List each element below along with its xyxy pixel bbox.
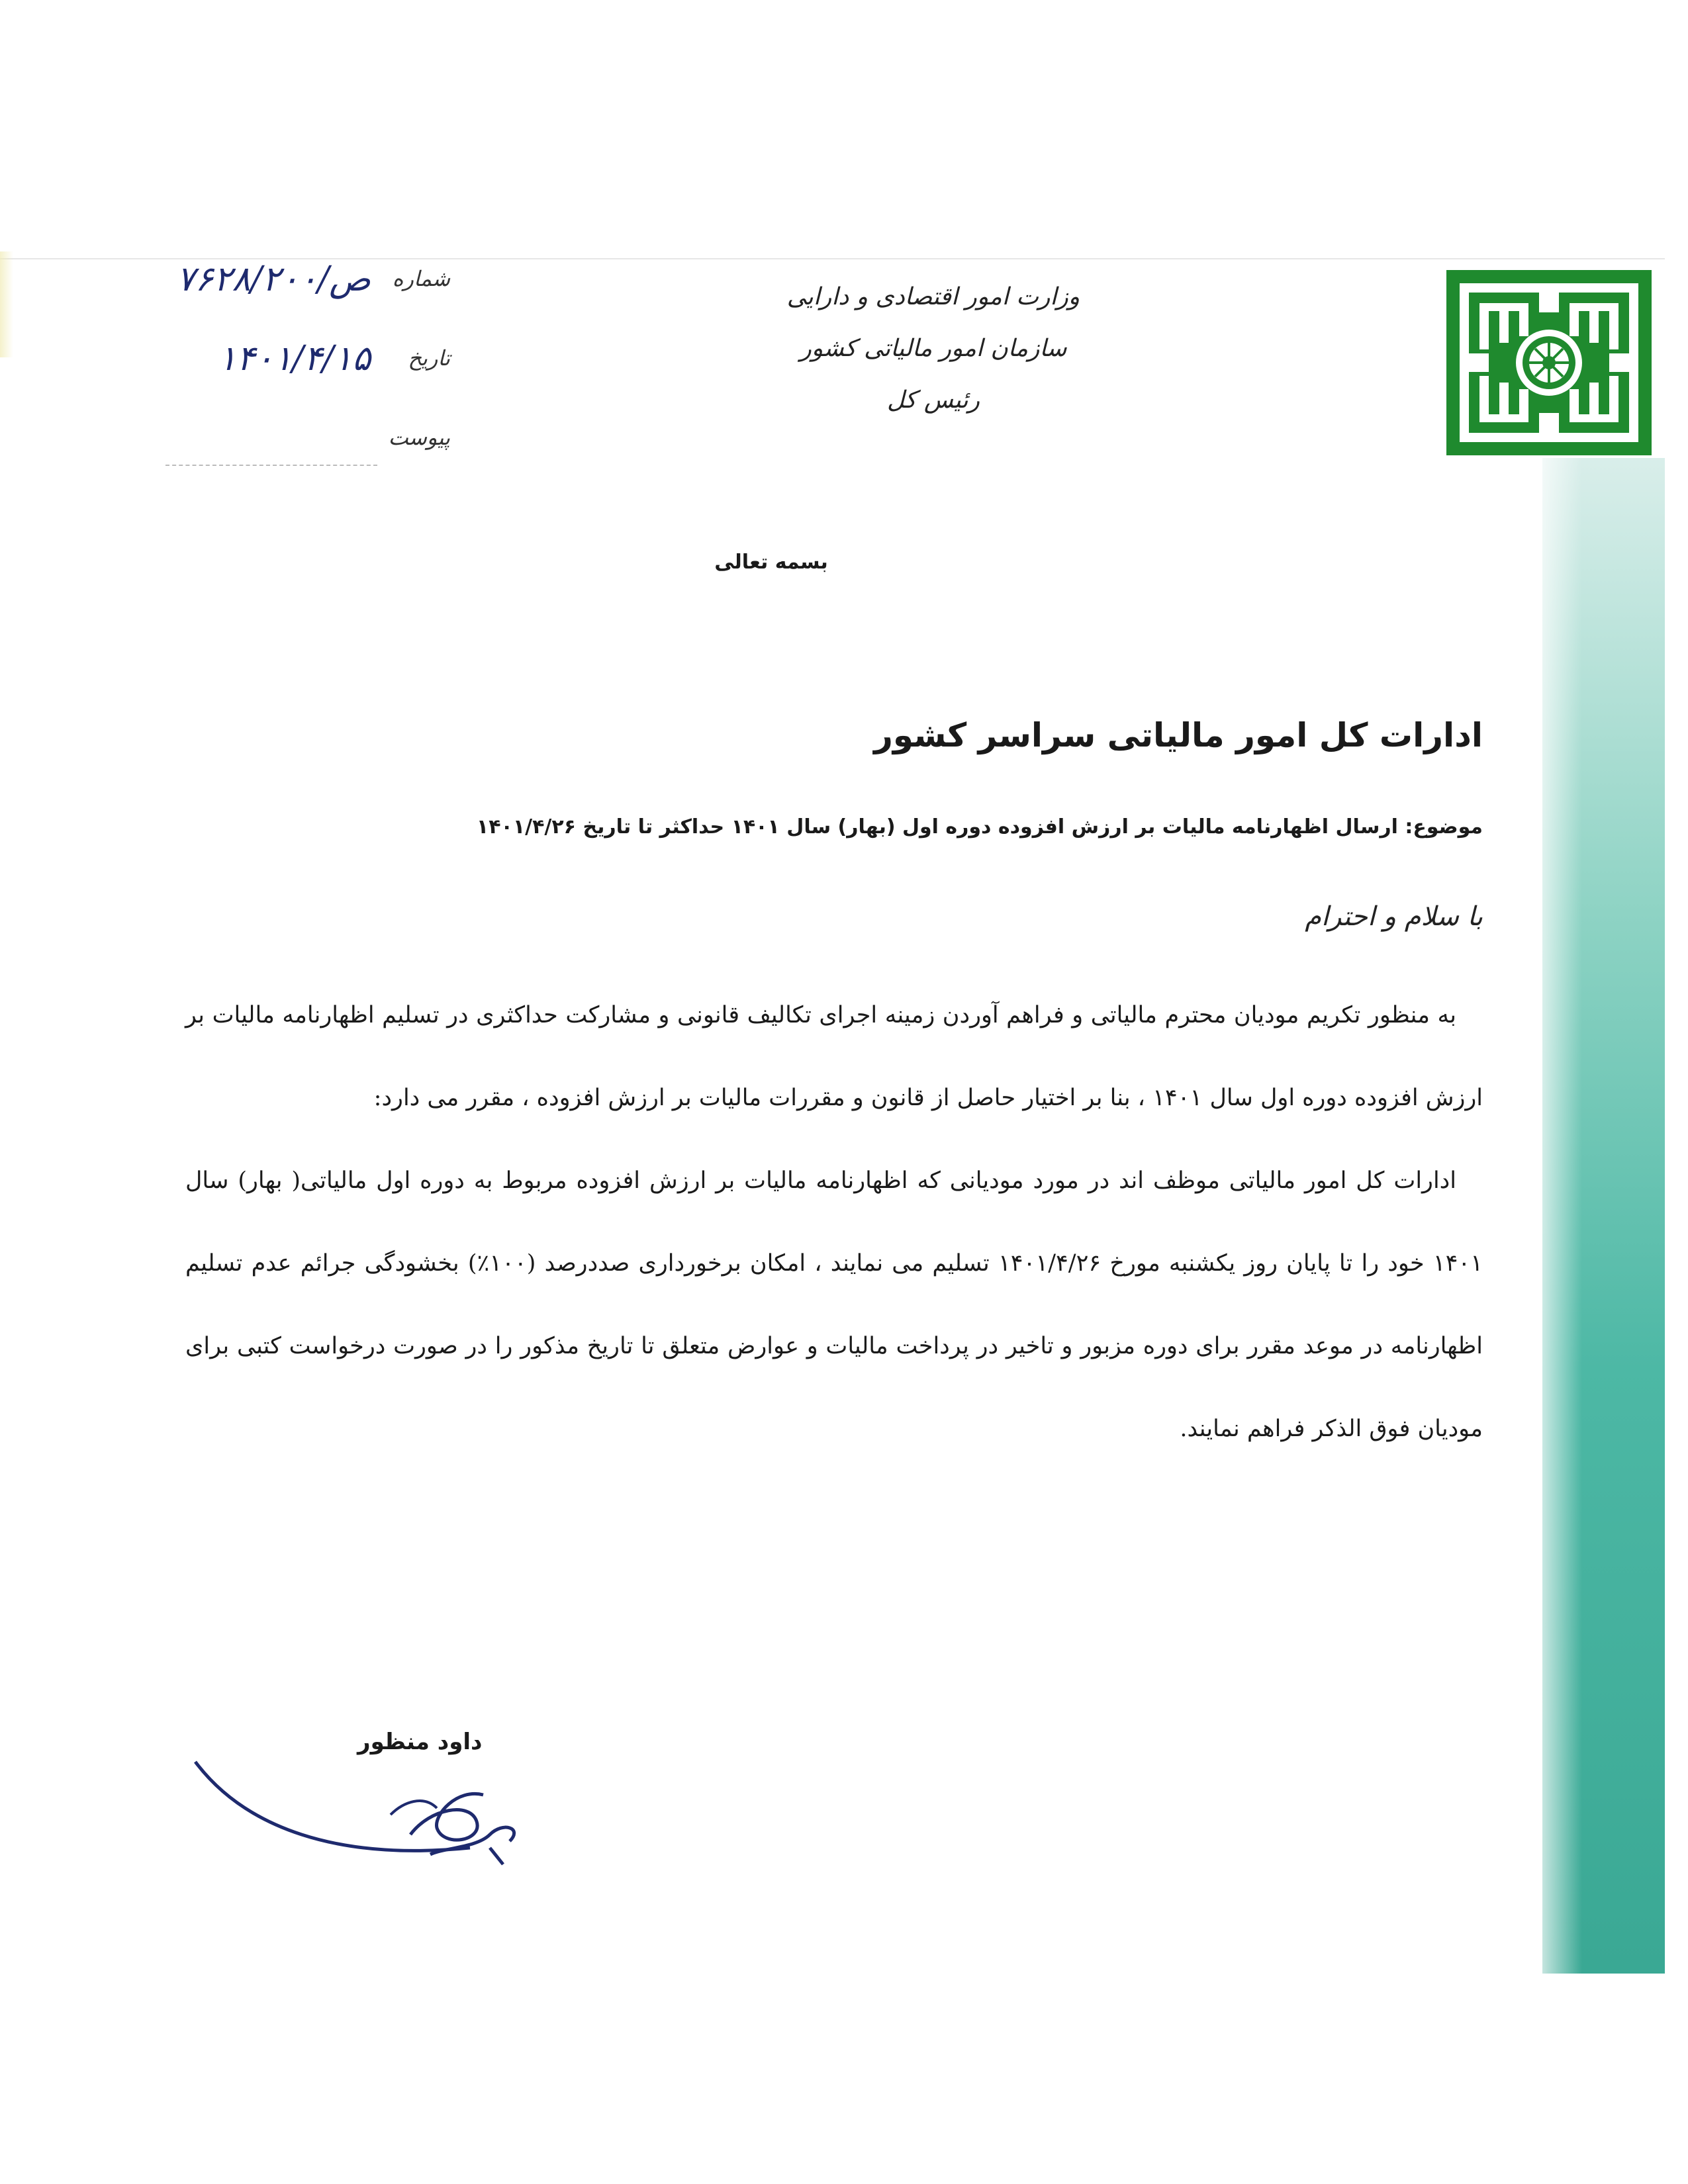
tax-organization-logo: [1436, 265, 1665, 458]
attachment-label: پیوست: [388, 425, 450, 450]
date-value: ۱۴۰۱/۴/۱۵: [218, 339, 371, 379]
invocation: بسمه تعالی: [714, 551, 828, 574]
body-paragraph-2: ادارات کل امور مالیاتی موظف اند در مورد مودیانی که اظهارنامه مالیات بر ارزش افزوده مربوط به دوره اول مالیاتی( بهار) سال ۱۴۰۱ خود را تا پایان روز یکشنبه مورخ ۱۴۰۱/۴/۲۶ تسلیم می نمایند ، امکان برخورداری صددرصد (۱۰۰٪) بخشودگی جرائم عدم تسلیم اظهارنامه در موعد مقرر برای دوره مزبور و تاخیر در پرداخت مالیات و عوارض متعلق تا تاریخ مذکور را در صورت درخواست کتبی برای مودیان فوق الذکر فراهم نمایند.: [185, 1167, 1483, 1442]
attachment-line: [165, 465, 377, 466]
subject-line: موضوع: ارسال اظهارنامه مالیات بر ارزش افزوده دوره اول (بهار) سال ۱۴۰۱ حداکثر تا تاریخ ۱۴۰۱/۴/۲۶: [476, 815, 1483, 839]
letter-body: [185, 974, 1483, 1471]
emblem-icon: [1446, 270, 1652, 455]
greeting: با سلام و احترام: [1305, 901, 1483, 932]
attachment-row: [106, 418, 450, 498]
letter-page: [0, 258, 1665, 1974]
letter-meta: [106, 259, 450, 498]
date-row: [106, 339, 450, 418]
teal-side-band: [1542, 458, 1665, 1974]
recipient: ادارات کل امور مالیاتی سراسر کشور: [874, 716, 1483, 754]
handwritten-signature: [192, 1749, 669, 1881]
number-row: [106, 259, 450, 339]
signer-name: داود منظور: [357, 1729, 483, 1755]
scan-edge-mark: [0, 251, 13, 357]
number-value: ۷۶۲۸/۲۰۰/ص: [176, 259, 371, 299]
date-label: تاریخ: [408, 345, 450, 371]
ministry-name: وزارت امور اقتصادی و دارایی: [786, 283, 1080, 310]
body-paragraph-1: به منظور تکریم مودیان محترم مالیاتی و فراهم آوردن زمینه اجرای تکالیف قانونی و مشارکت حداکثری در تسلیم اظهارنامه مالیات بر ارزش افزوده دوره اول سال ۱۴۰۱ ، بنا بر اختیار حاصل از قانون و مقررات مالیات بر ارزش افزوده ، مقرر می دارد:: [185, 1002, 1483, 1111]
organization-name: سازمان امور مالیاتی کشور: [800, 335, 1067, 362]
office-title: رئیس کل: [886, 387, 980, 414]
letterhead: [761, 271, 1105, 426]
number-label: شماره: [392, 266, 450, 291]
